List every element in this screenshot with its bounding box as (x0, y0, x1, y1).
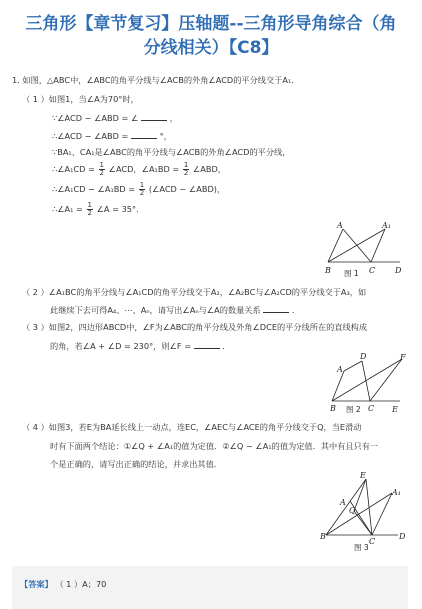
step1-blank[interactable] (141, 111, 167, 121)
part1-step5 (52, 182, 225, 197)
figure-1-caption: 图 1 (344, 269, 359, 278)
figure-2-caption: 图 2 (346, 405, 361, 414)
step1-tail: ， (169, 113, 178, 123)
label-d: D (395, 266, 402, 275)
step6-tail: ∠A = 35°． (96, 204, 145, 214)
part4-line2: 时有下面两个结论：①∠Q + ∠A₁的值为定值．②∠Q − ∠A₁的值为定值．其中有且只有一 (50, 441, 379, 451)
step2-tail: °， (159, 131, 172, 141)
label-d: D (360, 352, 367, 361)
step1-text: ∵∠ACD − ∠ABD = ∠ (52, 113, 139, 123)
label-b: B (330, 404, 336, 413)
label-a: A (337, 365, 343, 374)
answer-label: 【答案】 (20, 579, 53, 589)
figure-2 (322, 350, 412, 418)
label-b: B (325, 266, 331, 275)
answer-text: （ 1 ）A；70 (55, 579, 107, 589)
part4-line3: 个是正确的，请写出正确的结论，并求出其值． (50, 459, 222, 469)
part2-line1: （ 2 ）∠A₁BC的角平分线与∠A₁CD的角平分线交于A₂，∠A₂BC与∠A₂CD的平分线交于A₃，如 (22, 287, 367, 297)
label-c: C (369, 537, 376, 546)
part1-step1 (52, 111, 178, 124)
part1-step4 (52, 162, 226, 177)
step4-tail: ∠ABD， (192, 164, 226, 174)
step4-mid: ∠ACD，∠A₁BD = (108, 164, 180, 174)
label-f: F (400, 353, 406, 362)
half-fraction: $\frac{1}{2}$ (139, 181, 145, 197)
label-a: A (337, 221, 343, 230)
label-e: E (360, 471, 366, 480)
step6-text: ∴∠A₁ = (52, 204, 83, 214)
part1-head: （ 1 ）如图1，当∠A为70°时， (22, 94, 139, 104)
figure-3 (316, 468, 412, 554)
half-fraction: $\frac{1}{2}$ (99, 161, 104, 177)
step2-text: ∴∠ACD − ∠ABD = (52, 131, 129, 141)
label-d: D (399, 532, 406, 541)
part4-line1: （ 4 ）如图3，若E为BA延长线上一动点，连EC，∠AEC与∠ACE的角平分线交于Q，当E滑动 (22, 422, 362, 432)
part3-tail: ． (222, 341, 231, 351)
part3-line2 (50, 339, 231, 352)
label-c: C (369, 266, 376, 275)
label-q: Q (349, 506, 356, 515)
part3-text: 的角，若∠A + ∠D = 230°，则∠F = (50, 341, 192, 351)
step2-blank[interactable] (131, 129, 157, 139)
problem-number: 1. (12, 75, 20, 85)
figure-1 (318, 216, 408, 280)
step4-text: ∴∠A₁CD = (52, 164, 95, 174)
figure-3-caption: 图 3 (354, 543, 369, 552)
part2-tail: ． (291, 305, 301, 315)
half-fraction: $\frac{1}{2}$ (87, 201, 92, 217)
part2-blank[interactable] (263, 303, 289, 313)
part1-step6 (52, 202, 144, 217)
title-line-2: 分线相关）【C8】 (143, 38, 279, 58)
step5-text: ∴∠A₁CD − ∠A₁BD = (52, 184, 136, 194)
answer-line (20, 578, 106, 590)
part3-blank[interactable] (194, 339, 220, 349)
label-c: C (368, 404, 375, 413)
label-a1: A₁ (392, 488, 401, 497)
label-a1: A₁ (382, 221, 391, 230)
label-b: B (320, 532, 326, 541)
half-fraction: $\frac{1}{2}$ (183, 161, 189, 177)
stem-text: 如图，△ABC中，∠ABC的角平分线与∠ACB的外角∠ACD的平分线交于A₁． (22, 75, 300, 85)
answer-box (12, 566, 408, 609)
part2-text: 此继续下去可得A₄、⋯、Aₙ，请写出∠Aₙ与∠A的数量关系 (50, 305, 261, 315)
page-title (10, 12, 412, 60)
part1-step3: ∵BA₁、CA₁是∠ABC的角平分线与∠ACB的外角∠ACD的平分线， (52, 147, 291, 157)
title-line-1: 三角形【章节复习】压轴题--三角形导角综合（角 (25, 14, 397, 34)
problem-stem (12, 74, 299, 86)
step5-tail: (∠ACD − ∠ABD)， (148, 184, 226, 194)
part1-step2 (52, 129, 172, 142)
part3-line1: （ 3 ）如图2，四边形ABCD中，∠F为∠ABC的角平分线及外角∠DCE的平分线所在的直线构成 (22, 322, 368, 332)
label-e: E (392, 405, 398, 414)
label-a: A (340, 498, 346, 507)
part2-line2 (50, 303, 300, 316)
